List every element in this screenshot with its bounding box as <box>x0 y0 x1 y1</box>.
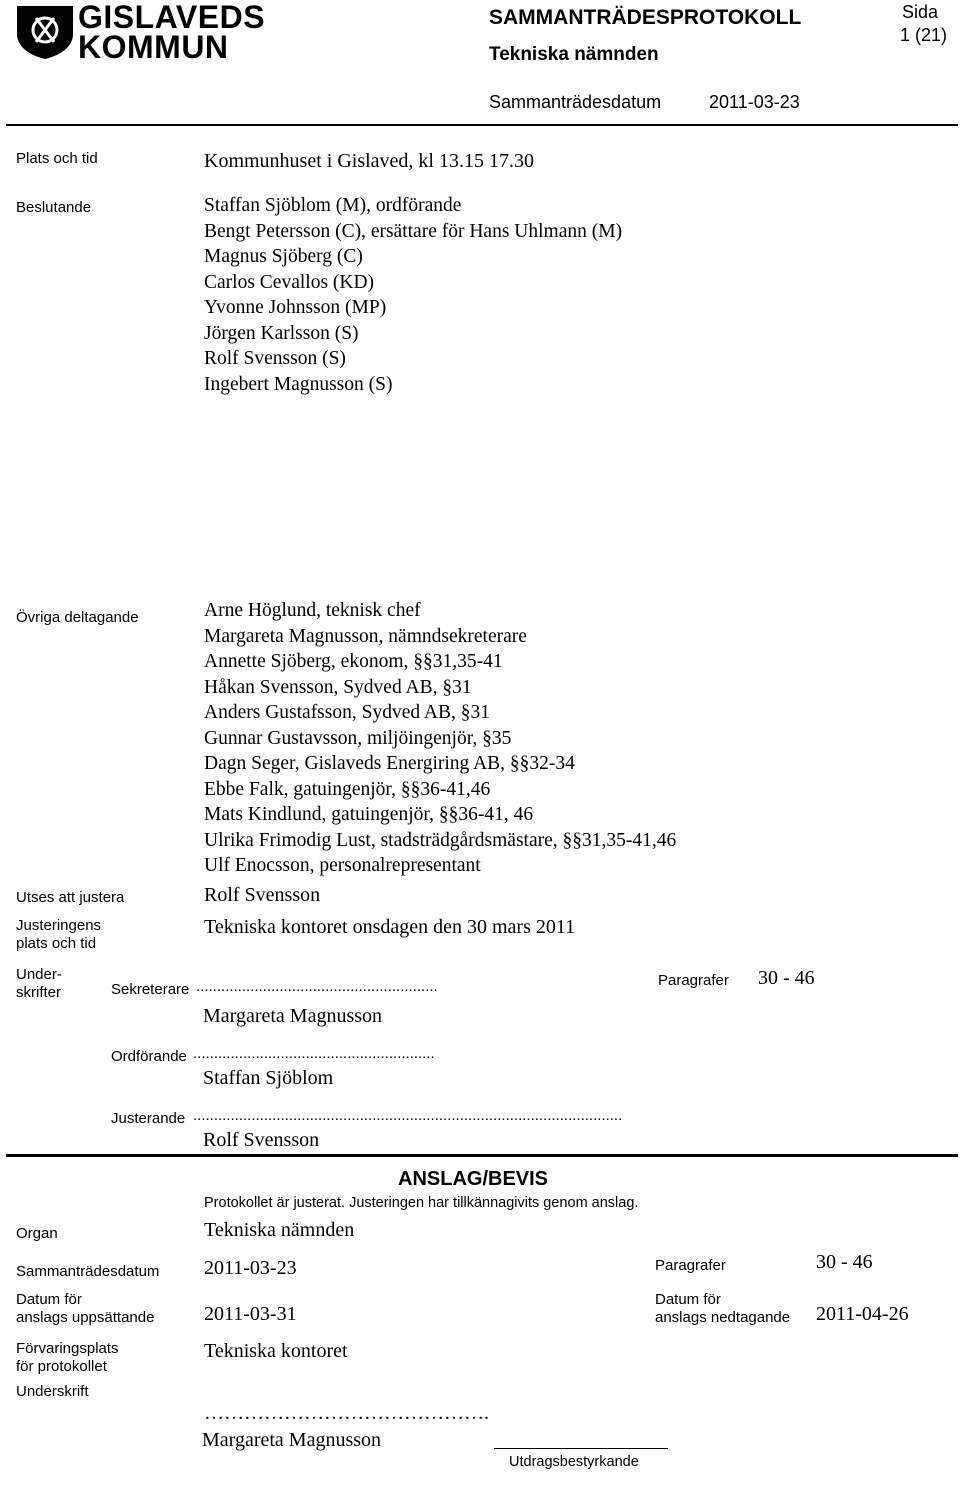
participant: Annette Sjöberg, ekonom, §§31,35-41 <box>204 651 503 672</box>
notice-meeting-date-label: Sammanträdesdatum <box>16 1263 160 1280</box>
notice-signature-name: Margareta Magnusson <box>202 1429 382 1451</box>
storage-label-line2: för protokollet <box>16 1358 107 1375</box>
adjuster-signature-line: ....................................................................................................... <box>193 1107 623 1124</box>
decision-maker: Bengt Petersson (C), ersättare för Hans Uhlmann (M) <box>204 220 623 242</box>
participant: Anders Gustafsson, Sydved AB, §31 <box>204 702 490 723</box>
committee-name: Tekniska nämnden <box>489 44 659 65</box>
document-title: SAMMANTRÄDESPROTOKOLL <box>489 6 802 29</box>
decision-maker: Magnus Sjöberg (C) <box>204 246 363 267</box>
paragraphs-value: 30 - 46 <box>758 967 815 989</box>
paragraphs-label: Paragrafer <box>658 972 729 989</box>
municipality-crest-logo <box>14 4 76 60</box>
notice-paragraphs-label: Paragrafer <box>655 1257 726 1274</box>
decision-maker: Yvonne Johnsson (MP) <box>204 297 387 318</box>
signatures-label-line2: skrifter <box>16 984 61 1001</box>
meeting-date: 2011-03-23 <box>709 92 800 112</box>
certified-copy-box <box>494 1448 668 1489</box>
adjust-place-value: Tekniska kontoret onsdagen den 30 mars 2011 <box>204 916 576 938</box>
notice-paragraphs-value: 30 - 46 <box>816 1251 873 1273</box>
secretary-label: Sekreterare <box>111 981 190 998</box>
participant: Dagn Seger, Gislaveds Energiring AB, §§32-34 <box>204 753 575 774</box>
decision-maker: Carlos Cevallos (KD) <box>204 271 375 293</box>
adjuster-signature-label: Justerande <box>111 1110 186 1127</box>
removed-date-label-line2: anslags nedtagande <box>655 1309 791 1326</box>
adjust-place-label-line2: plats och tid <box>16 935 97 952</box>
other-participants-list <box>204 598 676 879</box>
organ-label: Organ <box>16 1225 58 1242</box>
adjuster-value: Rolf Svensson <box>204 884 321 906</box>
notice-divider <box>6 1154 958 1157</box>
participant: Mats Kindlund, gatuingenjör, §§36-41, 46 <box>204 804 534 825</box>
meeting-date-label: Sammanträdesdatum <box>489 92 662 112</box>
removed-date-value: 2011-04-26 <box>816 1303 909 1325</box>
decision-makers-label: Beslutande <box>16 199 92 216</box>
notice-signature-line: ……………………………………. <box>204 1402 489 1424</box>
posted-date-value: 2011-03-31 <box>204 1303 297 1325</box>
secretary-signature-line: .......................................................... <box>196 978 438 995</box>
header-divider <box>6 124 958 126</box>
chair-label: Ordförande <box>111 1048 187 1065</box>
storage-value: Tekniska kontoret <box>204 1340 348 1362</box>
signatures-label-line1: Under- <box>16 966 62 983</box>
chair-signature-line: .......................................................... <box>193 1045 435 1062</box>
notice-statement: Protokollet är justerat. Justeringen har tillkännagivits genom anslag. <box>204 1195 639 1211</box>
chair-name: Staffan Sjöblom <box>203 1067 334 1089</box>
secretary-name: Margareta Magnusson <box>203 1005 383 1027</box>
notice-title: ANSLAG/BEVIS <box>398 1168 549 1190</box>
notice-meeting-date-value: 2011-03-23 <box>204 1257 297 1279</box>
adjust-place-label-line1: Justeringens <box>16 917 102 934</box>
decision-makers-list <box>204 193 622 397</box>
organ-value: Tekniska nämnden <box>204 1219 355 1241</box>
signature-label: Underskrift <box>16 1383 89 1400</box>
adjuster-name: Rolf Svensson <box>203 1129 320 1151</box>
posted-date-label-line2: anslags uppsättande <box>16 1309 155 1326</box>
participant: Gunnar Gustavsson, miljöingenjör, §35 <box>204 727 512 749</box>
participant: Ulrika Frimodig Lust, stadsträdgårdsmästare, §§31,35-41,46 <box>204 829 677 851</box>
place-label: Plats och tid <box>16 150 98 167</box>
decision-maker: Jörgen Karlsson (S) <box>204 322 359 344</box>
municipality-logo-text <box>78 0 266 65</box>
page-number: 1 (21) <box>900 25 948 45</box>
certified-copy-label: Utdragsbestyrkande <box>509 1454 639 1470</box>
logo-line-2: KOMMUN <box>78 29 229 65</box>
participant: Ulf Enocsson, personalrepresentant <box>204 855 481 876</box>
participant: Margareta Magnusson, nämndsekreterare <box>204 625 527 647</box>
place-value: Kommunhuset i Gislaved, kl 13.15 17.30 <box>204 150 534 172</box>
decision-maker: Ingebert Magnusson (S) <box>204 373 393 395</box>
adjuster-label: Utses att justera <box>16 889 125 906</box>
page-label: Sida <box>902 2 939 22</box>
decision-maker: Staffan Sjöblom (M), ordförande <box>204 195 462 216</box>
logo-line-1: GISLAVEDS <box>78 0 266 35</box>
participant: Ebbe Falk, gatuingenjör, §§36-41,46 <box>204 778 491 800</box>
removed-date-label-line1: Datum för <box>655 1291 721 1308</box>
other-participants-label: Övriga deltagande <box>16 609 139 626</box>
storage-label-line1: Förvaringsplats <box>16 1340 119 1357</box>
participant: Håkan Svensson, Sydved AB, §31 <box>204 676 472 698</box>
decision-maker: Rolf Svensson (S) <box>204 348 346 369</box>
participant: Arne Höglund, teknisk chef <box>204 600 421 621</box>
posted-date-label-line1: Datum för <box>16 1291 82 1308</box>
